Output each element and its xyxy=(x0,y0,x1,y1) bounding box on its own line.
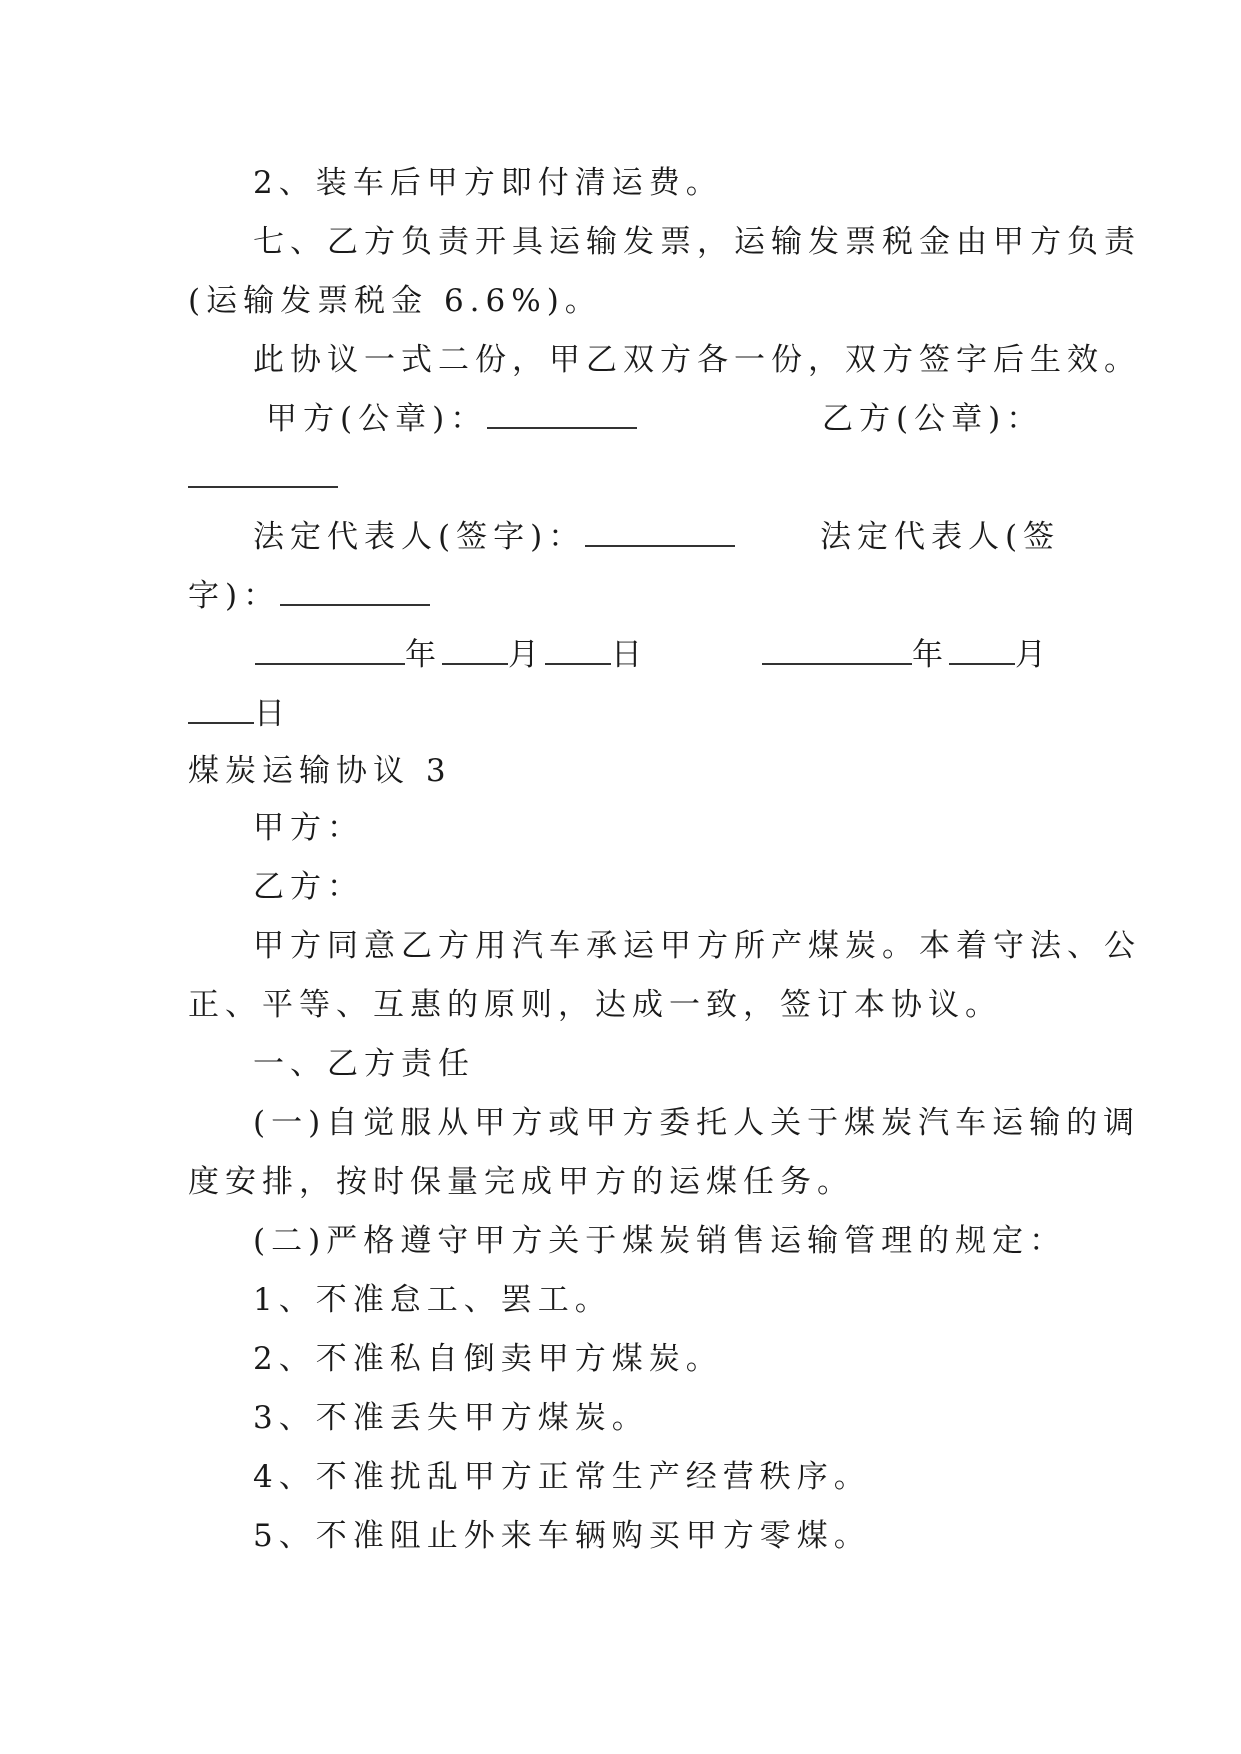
date-party-a xyxy=(255,635,648,675)
date-b-month: 月 xyxy=(1015,637,1052,673)
date-party-b xyxy=(762,635,1052,675)
rep-party-a-label: 法定代表人(签字)： xyxy=(253,519,586,555)
rule-item: 1、不准怠工、罢工。 xyxy=(253,1282,612,1318)
section-title: 煤炭运输协议 3 xyxy=(188,753,452,789)
seal-party-a-label: 甲方(公章)： xyxy=(266,401,488,437)
seal-party-b-label: 乙方(公章)： xyxy=(822,401,1044,437)
date-b-month-blank xyxy=(949,637,1015,665)
rep-party-a xyxy=(253,517,735,557)
date-a-day-blank xyxy=(545,637,611,665)
section-heading-1: 一、乙方责任 xyxy=(253,1046,475,1082)
party-a-label: 甲方： xyxy=(253,810,364,846)
rule-item: 4、不准扰乱甲方正常生产经营秩序。 xyxy=(253,1459,871,1495)
rep-party-b-line xyxy=(188,576,430,616)
date-a-year-blank xyxy=(255,637,405,665)
clause-invoice-line1: 七、乙方负责开具运输发票，运输发票税金由甲方负责 xyxy=(253,224,1141,260)
date-a-day: 日 xyxy=(611,637,648,673)
item-1-line1: (一)自觉服从甲方或甲方委托人关于煤炭汽车运输的调 xyxy=(253,1105,1141,1141)
rule-item: 5、不准阻止外来车辆购买甲方零煤。 xyxy=(253,1518,871,1554)
date-a-month: 月 xyxy=(508,637,545,673)
rep-party-a-blank xyxy=(585,519,735,547)
intro-line2: 正、平等、互惠的原则，达成一致，签订本协议。 xyxy=(188,987,1002,1023)
rep-party-b-label-2: 字)： xyxy=(188,578,281,614)
seal-party-b-line xyxy=(188,458,338,498)
rep-party-b-blank xyxy=(280,578,430,606)
clause-copies: 此协议一式二份，甲乙双方各一份，双方签字后生效。 xyxy=(253,342,1141,378)
item-2: (二)严格遵守甲方关于煤炭销售运输管理的规定： xyxy=(253,1223,1067,1259)
seal-party-b-blank xyxy=(188,460,338,488)
rep-party-b-label-1: 法定代表人(签 xyxy=(820,519,1061,555)
seal-party-a-blank xyxy=(487,401,637,429)
clause-payment: 2、装车后甲方即付清运费。 xyxy=(253,165,723,201)
date-b-day-blank xyxy=(188,696,254,724)
date-b-year-blank xyxy=(762,637,912,665)
date-b-day: 日 xyxy=(254,696,291,732)
clause-invoice-line2: (运输发票税金 6.6%)。 xyxy=(188,283,602,319)
party-b-label: 乙方： xyxy=(253,869,364,905)
date-a-month-blank xyxy=(442,637,508,665)
rule-item: 3、不准丢失甲方煤炭。 xyxy=(253,1400,649,1436)
rule-item: 2、不准私自倒卖甲方煤炭。 xyxy=(253,1341,723,1377)
date-b-year: 年 xyxy=(912,637,949,673)
item-1-line2: 度安排，按时保量完成甲方的运煤任务。 xyxy=(188,1164,854,1200)
intro-line1: 甲方同意乙方用汽车承运甲方所产煤炭。本着守法、公 xyxy=(253,928,1141,964)
date-party-b-day xyxy=(188,694,291,734)
seal-party-a xyxy=(266,399,637,439)
date-a-year: 年 xyxy=(405,637,442,673)
